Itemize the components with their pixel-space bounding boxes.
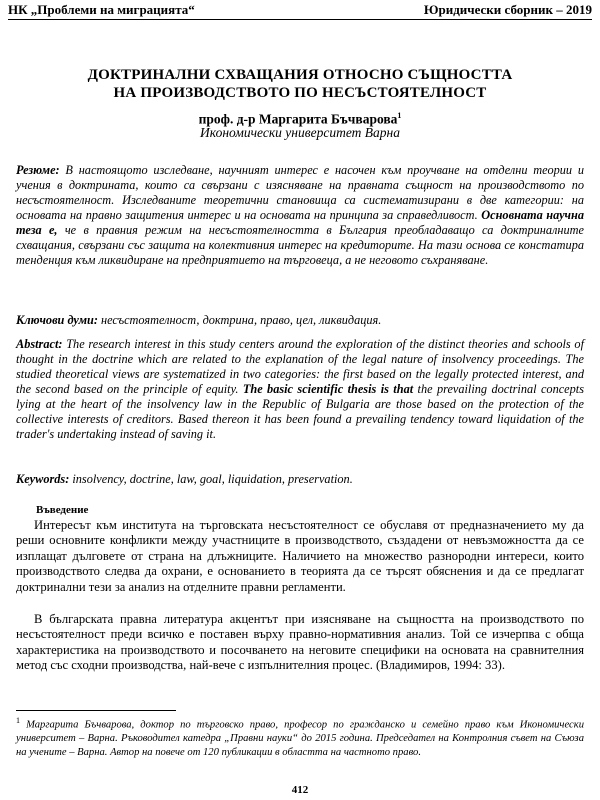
keywords-bg-text: несъстоятелност, доктрина, право, цел, ликвидация. (97, 313, 382, 327)
resume-thesis: Основната научна теза е, (16, 208, 584, 237)
keywords-en-label: Keywords: (16, 472, 70, 486)
footnote (16, 714, 584, 759)
title-line-1: ДОКТРИНАЛНИ СХВАЩАНИЯ ОТНОСНО СЪЩНОСТТА (87, 67, 513, 83)
running-header (8, 2, 592, 20)
page-number: 412 (291, 784, 309, 796)
resume-label: Резюме: (16, 163, 60, 177)
resume-text-2: че в правния режим на несъстоятелността в България преобладаващо са доктриналните схващания, свързани със защита на колективния интерес на кредиторите. На тази основа се констатира тенденция към ликвидиране на предприятието на търговеца, а не неговото съхраняване. (16, 223, 584, 267)
abstract-label: Abstract: (16, 337, 63, 351)
header-journal-name: НК „Проблеми на миграцията“ (8, 2, 195, 17)
footnote-text: Маргарита Бъчварова, доктор по търговско право, професор по гражданско и семейно право към Икономически университет – Варна. Ръководител катедра „Правни науки“ до 2015 година. Председател на Контролния съвет на Съюза на учените – Варна. Автор на повече от 120 публикации в областта на частното право. (16, 719, 584, 758)
keywords-bg-label: Ключови думи: (16, 313, 98, 327)
body-paragraph: Интересът към института на търговската несъстоятелност се обуславя от предназначението му да реши основните конфликти между участниците в производството, създадени от невъзможността да се изплащат дълговете от страна на длъжниците. Наличието на множество разнородни интереси, които производството следва да охрани, е основанието в теорията да се търсят обяснения и да се предлагат доктринални тези за анализ на отделните правни регламенти. (16, 518, 584, 594)
author-affiliation: Икономически университет Варна (200, 125, 400, 140)
section-heading-introduction: Въведение (36, 504, 89, 516)
abstract-thesis: The basic scientific thesis is that (242, 382, 414, 396)
body-paragraph: В българската правна литература акцентът при изясняване на същността на производството по несъстоятелност преди всичко е поставен върху правно-нормативния анализ. Той се изчерпва с обща характеристика на производството и посочването на неговите специфики на основата на сравнителния метод със сходни производства, най-вече с изпълнителния процес. (Владимиров, 1994: 33). (16, 612, 584, 673)
author-name: проф. д-р Маргарита Бъчварова (198, 111, 398, 127)
keywords-en (16, 472, 584, 487)
footnote-mark: 1 (16, 716, 20, 725)
abstract-text-1: The research interest in this study centers around the exploration of the distinct theories and schools of thought in the doctrine which are related to the explanation of the legal nature of insolvency proceedings. The studied theoretical views are systematized in two categories: the first based on the legally protected interest, and the second based on the principle of equity. (16, 337, 584, 396)
title-line-2: НА ПРОИЗВОДСТВОТО ПО НЕСЪСТОЯТЕЛНОСТ (113, 85, 487, 101)
resume-text-1: В настоящото изследване, научният интерес е насочен към проучване на отделни теории и учения в доктрината, които са свързани с изясняване на правната същност на производството по несъстоятелност. Изследваните теоретични становища са систематизирани в две категории: на основата на правно защитения интерес и на основата на принципа за справедливост. (16, 163, 584, 222)
footnote-rule (16, 710, 176, 711)
abstract-en (16, 337, 584, 442)
header-rule (8, 19, 592, 20)
paper-title (20, 66, 580, 102)
resume-bg (16, 163, 584, 268)
author-footnote-mark: 1 (397, 111, 402, 120)
keywords-bg (16, 313, 584, 328)
keywords-en-text: insolvency, doctrine, law, goal, liquidation, preservation. (69, 472, 353, 486)
header-collection-name: Юридически сборник – 2019 (423, 2, 592, 17)
abstract-text-2: the prevailing doctrinal concepts lying at the heart of the insolvency law in the Republic of Bulgaria are those based on the protection of the collective interests of creditors. Based thereon it has been found a prevailing tendency toward liquidation of the trader's undertaking instead of saving it. (16, 382, 584, 441)
